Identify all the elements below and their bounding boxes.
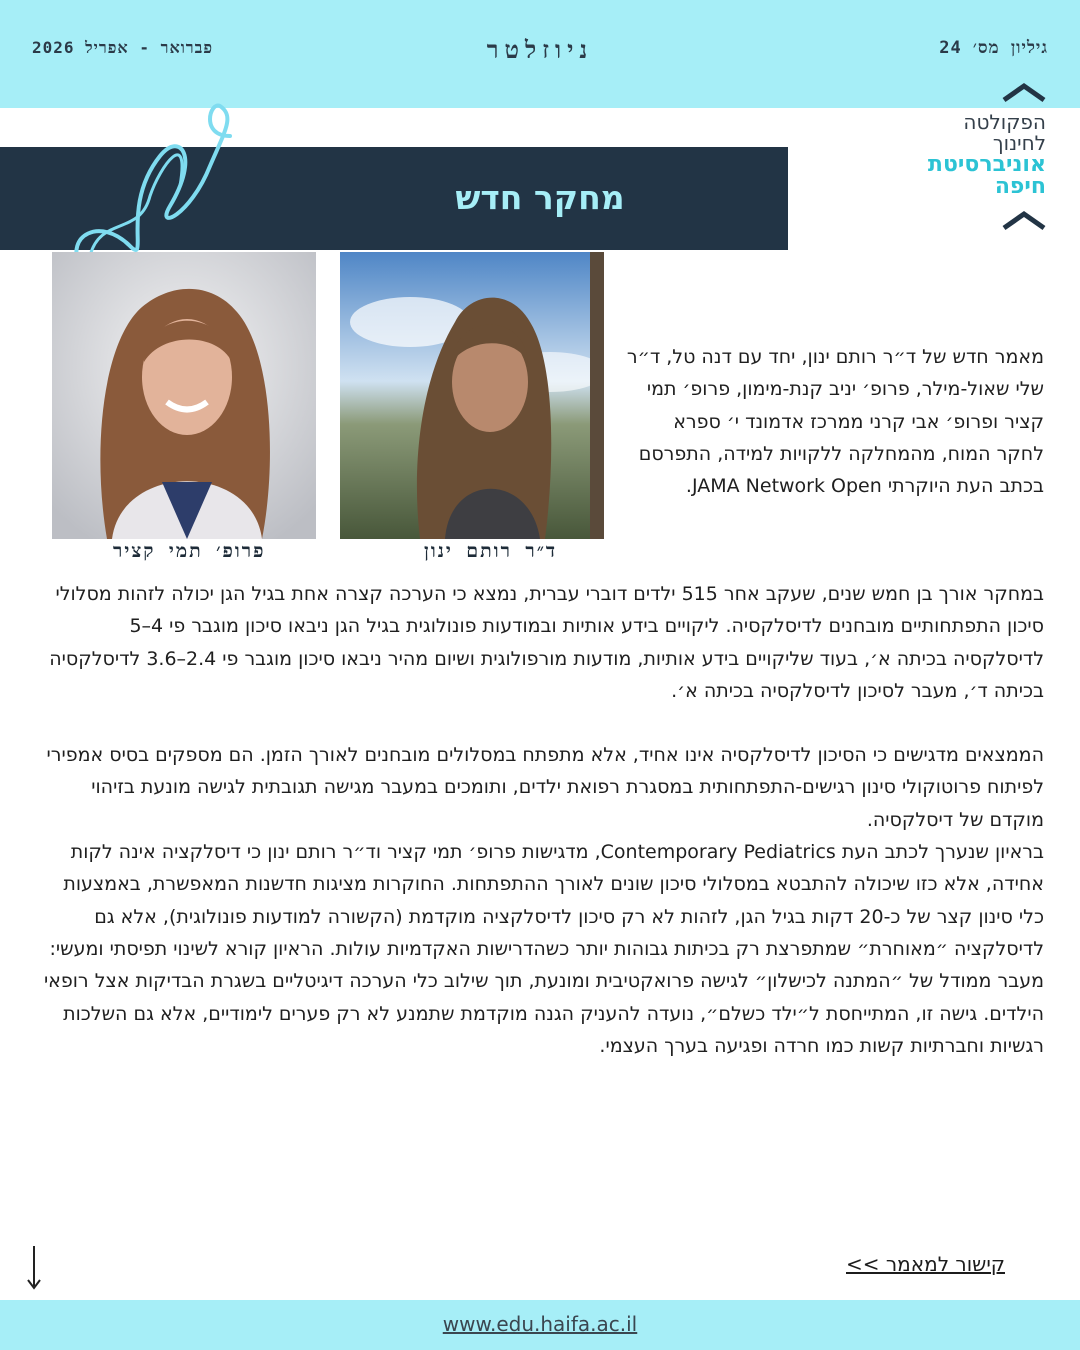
article-paragraph: הממצאים מדגישים כי הסיכון לדיסלקסיה אינו אחיד, אלא מתפתח במסלולים מובחנים לאורך הזמן. הם מספקים בסיס אמפירי לפיתוח פרוטוקולי סינון רגישים-התפתחותית במסגרת רפואת ילדים, ותומכים במעבר מגישה תגובתית לגישה מונעת בזיהוי מוקדם של דיסלקסיה. (46, 744, 1044, 831)
arrow-down-icon (24, 1244, 44, 1292)
logo-faculty: הפקולטה לחינוך (963, 110, 1046, 155)
chevron-up-icon (1000, 78, 1048, 104)
photo-caption: ד״ר רותם ינון (424, 540, 558, 562)
section-title: מחקר חדש (455, 178, 625, 217)
logo-university: אוניברסיטת חיפה (927, 152, 1046, 199)
issue-number: גיליון מס׳ 24 (939, 38, 1048, 58)
article-paragraph: בראיון שנערך לכתב העת Contemporary Pediatrics, מדגישות פרופ׳ תמי קציר וד״ר רותם ינון כי דיסלקציה אינה לקות אחידה, אלא כזו שיכולה להתבטא במסלולי סיכון שונים לאורך ההתפתחות. החוקרות מציגות חדשנות המאפשרת, באמצעות כלי סינון קצר של כ-20 דקות בגיל הגן, לזהות לא רק סיכון לדיסלקציה מוקדמת (הקשורה למודעות פונולוגית), אלא גם לדיסלקציה ״מאוחרת״ שמתפרצת רק בכיתות גבוהות יותר כשהדרישות האקדמיות עולות. הראיון קורא לשינוי תפיסתי ומעשי: מעבר ממודל של ״המתנה לכישלון״ לגישה פרואקטיבית ומונעת, תוך שילוב כלי הערכה דיגיטליים בשגרת הבדיקות אצל רופאי הילדים. גישה זו, המתייחסת ל״ילד כשלם״, נועדה להעניק הגנה מוקדמת שתמנע לא רק פערים לימודיים, אלא גם השלכות רגשיות וחברתיות קשות כמו חרדה ופגיעה בערך העצמי. (43, 841, 1044, 1057)
issue-dates: פברואר - אפריל 2026 (32, 38, 214, 57)
portrait-tami-katzir (52, 252, 316, 539)
article-paragraph: במחקר אורך בן חמש שנים, שעקב אחר 515 ילדים דוברי עברית, נמצא כי הערכה קצרה אחת בגיל הגן יכולה לזהות מסלולי סיכון התפתחותיים מובחנים לדיסלקסיה. ליקויים בידע אותיות ובמודעות פונולוגית בגיל הגן ניבאו סיכון מוגבר פי 4–5 לדיסלקסיה בכיתה א׳, בעוד שליקויים בידע אותיות, מודעות מורפולוגית ושיום מהיר ניבאו סיכון מוגבר פי 2.4–3.6 לדיסלקסיה בכיתה ד׳, מעבר לסיכון לדיסלקסיה בכיתה א׳. (49, 583, 1044, 702)
article-link[interactable]: קישור למאמר >> (846, 1252, 1005, 1276)
website-link[interactable]: www.edu.haifa.ac.il (442, 1312, 638, 1336)
article-intro: מאמר חדש של ד״ר רותם ינון, יחד עם דנה טל, ד״ר שלי שאול-מילר, פרופ׳ יניב קנת-מימון, פרופ׳ תמי קציר ופרופ׳ אבי קרני ממרכז אדמונד י׳ ספרא לחקר המוח, מהמחלקה ללקויות למידה, התפרסם בכתב העת היוקרתי JAMA Network Open. (626, 346, 1044, 498)
top-bar (0, 0, 1080, 108)
newsletter-title: ניוזלטר (486, 36, 594, 64)
article-body (36, 578, 1044, 1062)
portrait-rotem-yanon (340, 252, 604, 539)
photo-caption: פרופ׳ תמי קציר (113, 540, 266, 562)
